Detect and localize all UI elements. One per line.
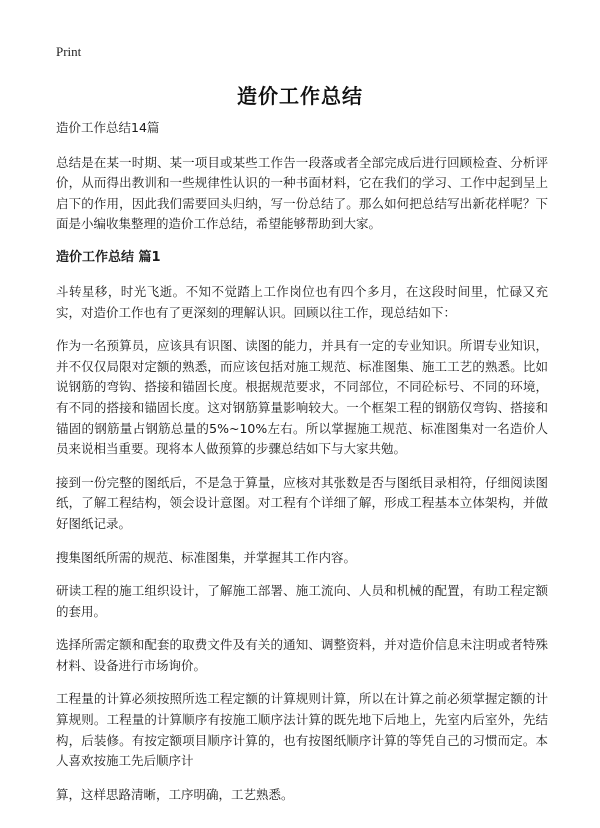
intro-paragraph: 总结是在某一时期、某一项目或某些工作告一段落或者全部完成后进行回顾检查、分析评价，从而得出教训和一些规律性认识的一种书面材料，它在我们的学习、工作中起到呈上启下的作用，因此我们需要回头归纳，写一份总结了。那么如何把总结写出新花样呢？下面是小编收集整理的造价工作总结，希望能够帮助到大家。 xyxy=(56,154,548,232)
page-title: 造价工作总结 xyxy=(237,84,363,108)
paragraph: 作为一名预算员，应该具有识图、读图的能力，并具有一定的专业知识。所谓专业知识，并不仅仅局限对定额的熟悉，而应该包括对施工规范、标准图集、施工工艺的熟悉。比如说钢筋的弯钩、搭接和锚固长度。根据规范要求，不同部位，不同砼标号、不同的环境，有不同的搭接和锚固长度。这对钢筋算量影响较大。一个框架工程的钢筋仅弯钩、搭接和锚固的钢筋量占钢筋总量的5%~10%左右。所以掌握施工规范、标准图集对一名造价人员来说相当重要。现将本人做预算的步骤总结如下与大家共勉。 xyxy=(56,338,548,457)
paragraph: 工程量的计算必须按照所选工程定额的计算规则计算，所以在计算之前必须掌握定额的计算规则。工程量的计算顺序有按施工顺序法计算的既先地下后地上，先室内后室外，先结构，后装修。有按定额项目顺序计算的，也有按图纸顺序计算的等凭自己的习惯而定。本人喜欢按施工先后顺序计 xyxy=(56,691,548,769)
paragraph: 算，这样思路清晰，工序明确，工艺熟悉。 xyxy=(56,786,294,802)
paragraph: 接到一份完整的图纸后，不是急于算量，应核对其张数是否与图纸目录相符，仔细阅读图纸，了解工程结构，领会设计意图。对工程有个详细了解，形成工程基本立体架构，并做好图纸记录。 xyxy=(56,474,548,531)
document-subtitle: 造价工作总结14篇 xyxy=(56,120,160,135)
paragraph: 斗转星移，时光飞逝。不知不觉踏上工作岗位也有四个多月，在这段时间里，忙碌又充实，对造价工作也有了更深刻的理解认识。回顾以往工作，现总结如下： xyxy=(56,283,548,320)
section-heading: 造价工作总结 篇1 xyxy=(56,249,161,265)
paragraph: 搜集图纸所需的规范、标准图集，并掌握其工作内容。 xyxy=(56,549,357,565)
document-body xyxy=(56,118,548,818)
paragraph: 选择所需定额和配套的取费文件及有关的通知、调整资料，并对造价信息未注明或者特殊材料、设备进行市场询价。 xyxy=(56,637,548,673)
paragraph: 研读工程的施工组织设计，了解施工部署、施工流向、人员和机械的配置，有助工程定额的套用。 xyxy=(56,583,548,619)
print-label: Print xyxy=(56,44,82,59)
